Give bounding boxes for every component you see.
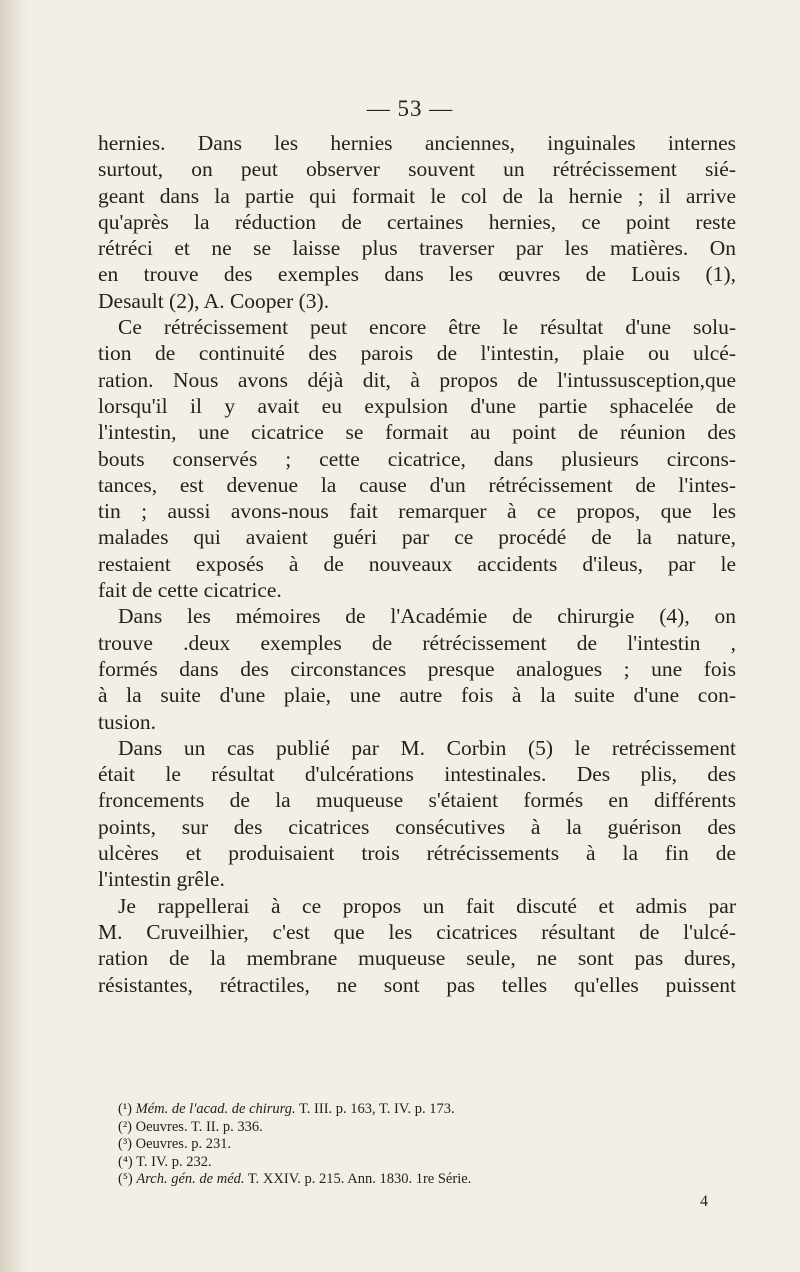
footnote-reference: T. III. p. 163, T. IV. p. 173. [295,1101,455,1117]
footnote [118,1101,718,1119]
text-line: ration de la membrane muqueuse seule, ne sont pas dures, [98,946,736,971]
footnote [118,1119,718,1137]
footnote-reference: T. IV. p. 232. [132,1153,212,1170]
text-line: Dans les mémoires de l'Académie de chirurgie (4), on [118,604,736,629]
text-line: bouts conservés ; cette cicatrice, dans plusieurs circons- [98,446,736,471]
footnote-source: Mém. de l'acad. de chirurg. [135,1101,296,1117]
text-line: tin ; aussi avons-nous fait remarquer à ce propos, que les [98,499,736,524]
footnote-reference: T. XXIV. p. 215. Ann. 1830. 1re Série. [244,1171,472,1187]
footnote [118,1171,718,1189]
text-line: l'intestin, une cicatrice se formait au point de réunion des [98,420,736,445]
text-line: était le résultat d'ulcérations intestinales. Des plis, des [98,762,736,787]
page-edge-shadow [0,0,28,1272]
text-line: points, sur des cicatrices consécutives à la guérison des [98,814,736,839]
text-line: geant dans la partie qui formait le col de la hernie ; il arrive [98,183,736,208]
text-line: surtout, on peut observer souvent un rétrécissement sié- [98,157,736,182]
text-line: M. Cruveilhier, c'est que les cicatrices résultant de l'ulcé- [98,919,736,944]
footnote [118,1154,718,1172]
footnotes [118,1101,718,1189]
text-line: résistantes, rétractiles, ne sont pas telles qu'elles puissent [98,972,736,997]
text-line: fait de cette cicatrice. [98,578,282,603]
signature-mark: 4 [700,1193,708,1210]
footnote-reference: Oeuvres. T. II. p. 336. [132,1118,263,1135]
footnote-marker: (⁴) [118,1153,133,1170]
footnote-reference: Oeuvres. p. 231. [132,1136,232,1152]
text-line: trouve .deux exemples de rétrécissement de l'intestin , [98,630,736,655]
text-line: tion de continuité des parois de l'intestin, plaie ou ulcé- [98,341,736,366]
text-line: qu'après la réduction de certaines hernies, ce point reste [98,209,736,234]
page-number: — 53 — [366,96,454,121]
footnote-marker: (¹) [118,1101,133,1117]
text-line: tusion. [98,709,156,734]
text-line: lorsqu'il il y avait eu expulsion d'une partie sphacelée de [98,393,736,418]
footnote-marker: (²) [118,1118,133,1135]
footnote-marker: (⁵) [118,1171,133,1187]
text-line: hernies. Dans les hernies anciennes, inguinales internes [98,131,736,155]
body-text [98,130,736,998]
text-line: tances, est devenue la cause d'un rétrécissement de l'intes- [98,472,736,497]
text-line: Desault (2), A. Cooper (3). [98,288,330,313]
text-line: ration. Nous avons déjà dit, à propos de l'intussusception,que [98,367,736,392]
text-line: restaient exposés à de nouveaux accidents d'ileus, par le [98,551,736,576]
footnote-marker: (³) [118,1136,133,1152]
text-line: ulcères et produisaient trois rétrécissements à la fin de [98,841,736,866]
text-line: Je rappellerai à ce propos un fait discuté et admis par [118,893,736,918]
footnote-source: Arch. gén. de méd. [136,1171,245,1187]
text-line: Ce rétrécissement peut encore être le résultat d'une solu- [118,315,736,340]
text-line: rétréci et ne se laisse plus traverser par les matières. On [98,236,736,261]
text-line: malades qui avaient guéri par ce procédé de la nature, [98,525,736,550]
text-line: formés dans des circonstances presque analogues ; une fois [98,656,736,681]
text-line: à la suite d'une plaie, une autre fois à la suite d'une con- [98,683,736,708]
text-line: Dans un cas publié par M. Corbin (5) le retrécissement [118,735,736,760]
text-line: en trouve des exemples dans les œuvres de Louis (1), [98,262,736,287]
text-line: froncements de la muqueuse s'étaient formés en différents [98,788,736,813]
footnote [118,1136,718,1154]
text-line: l'intestin grêle. [98,867,225,892]
